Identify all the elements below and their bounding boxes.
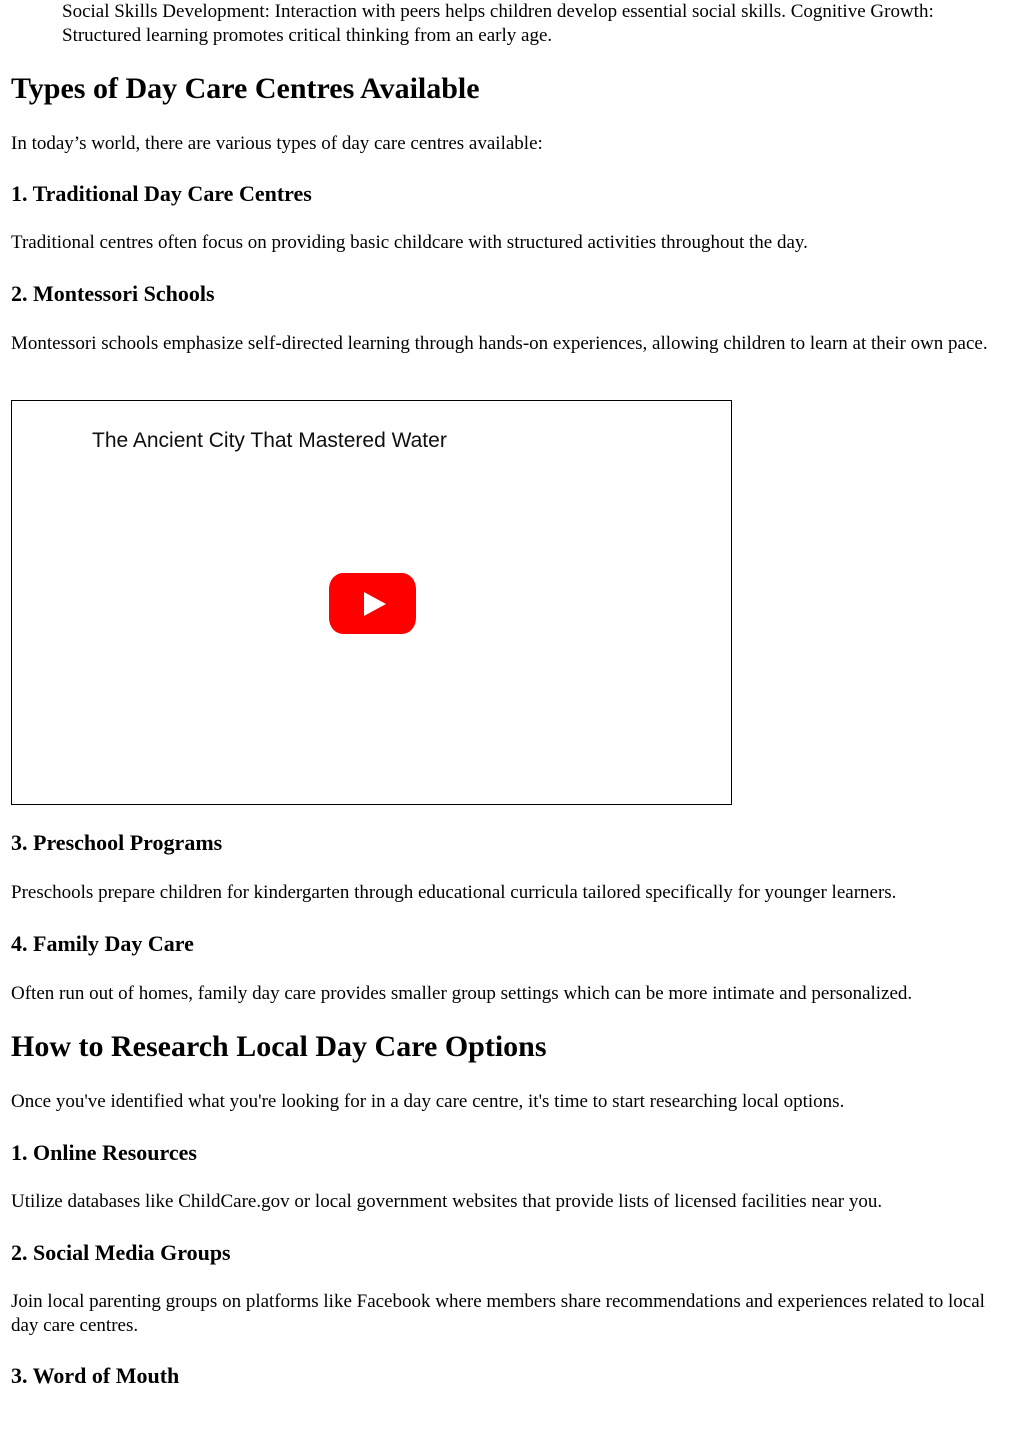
youtube-play-icon[interactable] bbox=[329, 573, 416, 634]
intro-list-item bbox=[11, 0, 1011, 47]
type-3-text: Preschools prepare children for kindergarten through educational curricula tailored specifically for younger learners. bbox=[11, 882, 897, 903]
research-2-text: Join local parenting groups on platforms like Facebook where members share recommendations and experiences related to local day care centres. bbox=[11, 1291, 985, 1336]
research-2-heading: 2. Social Media Groups bbox=[11, 1240, 231, 1265]
type-1-text: Traditional centres often focus on providing basic childcare with structured activities throughout the day. bbox=[11, 232, 808, 253]
type-1-heading: 1. Traditional Day Care Centres bbox=[11, 181, 312, 206]
type-2-text: Montessori schools emphasize self-directed learning through hands-on experiences, allowing children to learn at their own pace. bbox=[11, 333, 988, 354]
research-intro: Once you've identified what you're looking for in a day care centre, it's time to start researching local options. bbox=[11, 1091, 845, 1112]
research-3-heading: 3. Word of Mouth bbox=[11, 1363, 180, 1388]
research-1-heading: 1. Online Resources bbox=[11, 1140, 197, 1165]
play-triangle-icon bbox=[364, 592, 386, 616]
types-intro: In today’s world, there are various types of day care centres available: bbox=[11, 133, 543, 154]
research-1-text: Utilize databases like ChildCare.gov or local government websites that provide lists of licensed facilities near you. bbox=[11, 1191, 883, 1212]
intro-text: Social Skills Development: Interaction with peers helps children develop essential social skills. Cognitive Growth: Structured learning promotes critical thinking from an early age. bbox=[62, 1, 934, 46]
video-title[interactable]: The Ancient City That Mastered Water bbox=[92, 429, 447, 452]
type-4-text: Often run out of homes, family day care provides smaller group settings which can be more intimate and personalized. bbox=[11, 983, 913, 1004]
types-heading: Types of Day Care Centres Available bbox=[11, 72, 480, 105]
research-heading: How to Research Local Day Care Options bbox=[11, 1030, 547, 1063]
type-4-heading: 4. Family Day Care bbox=[11, 931, 194, 956]
video-embed[interactable] bbox=[11, 400, 732, 805]
type-3-heading: 3. Preschool Programs bbox=[11, 830, 223, 855]
type-2-heading: 2. Montessori Schools bbox=[11, 281, 215, 306]
